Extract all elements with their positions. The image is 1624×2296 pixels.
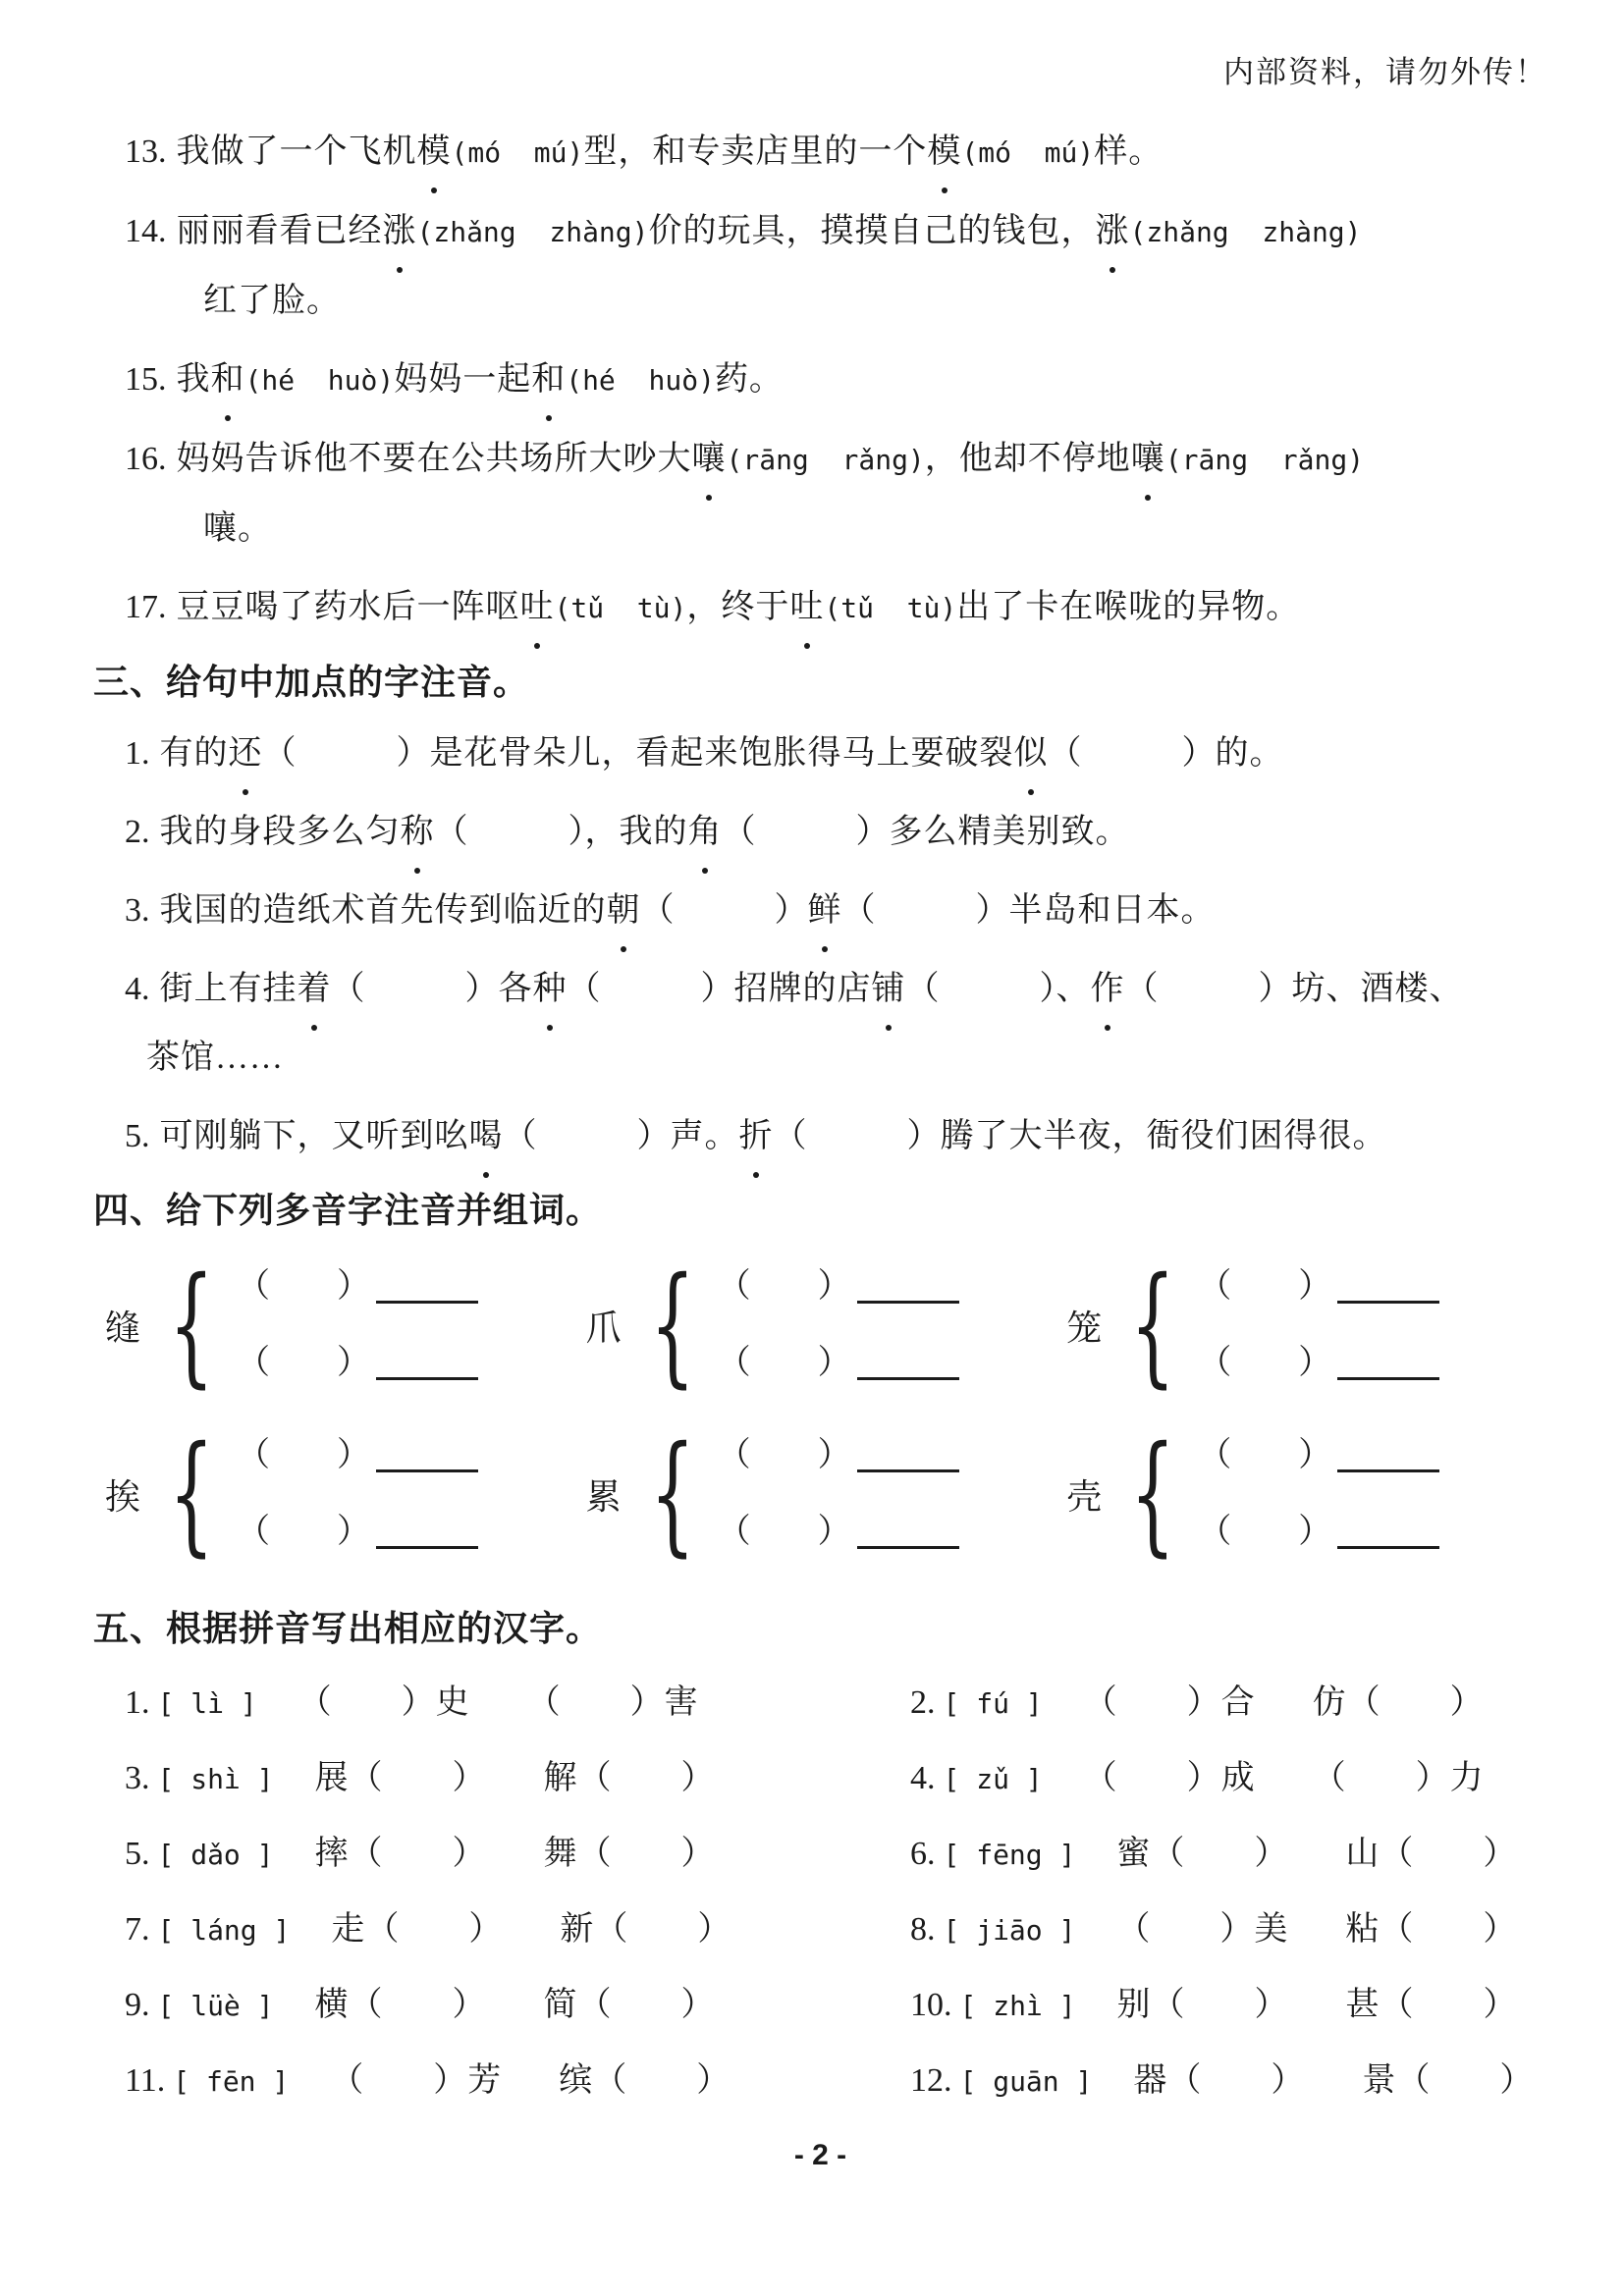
text-run: 型，和专卖店里的一个 [583, 133, 928, 170]
dotted-character: 涨 [1096, 197, 1130, 266]
item-number: 10. [910, 1987, 952, 2023]
text-run: 出了卡在喉咙的异物。 [956, 589, 1301, 625]
answer-blank: （ ） [717, 1268, 851, 1305]
text-line [125, 1102, 1547, 1171]
answer-line [1337, 1546, 1439, 1549]
dotted-character: 朝 [607, 877, 641, 945]
numbered-item [125, 573, 1547, 643]
section5-title: 五、根据拼音写出相应的汉字。 [93, 1609, 603, 1648]
polyphone-group [586, 1252, 1067, 1399]
text-run: ，我的 [584, 814, 688, 850]
numbered-item [125, 877, 1547, 945]
answer-line [376, 1377, 478, 1380]
text-run: 丽丽看看已经 [176, 213, 383, 249]
text-run: 是花骨朵儿，看起来饱胀得马上要破裂 [429, 735, 1014, 772]
item-number: 7. [125, 1911, 150, 1948]
pinyin-annotation: (tǔ tù) [824, 592, 957, 624]
pinyin-annotation: (rāng rǎng) [1164, 444, 1365, 476]
pinyin-annotation: (rāng rǎng) [726, 444, 925, 476]
word-blank: 缤（ ） [559, 2062, 731, 2099]
pinyin-bracket: [ jiāo ] [943, 1914, 1076, 1947]
pinyin-annotation: (mó mú) [961, 136, 1095, 169]
word-blank: （ ）害 [526, 1684, 699, 1721]
word-blank: 简（ ） [543, 1987, 716, 2023]
pinyin-bracket: [ fēn ] [173, 2065, 290, 2098]
pinyin-word-item [125, 1893, 910, 1968]
answer-blank: （ ） [503, 1118, 671, 1154]
dotted-character: 还 [229, 720, 263, 788]
pinyin-word-item [910, 1817, 1591, 1893]
item-number: 14. [125, 213, 167, 249]
pinyin-bracket: [ shì ] [157, 1763, 274, 1795]
dotted-character: 和 [531, 346, 566, 414]
section-write-characters-grid [125, 1666, 1547, 2119]
word-blank: （ ）美 [1116, 1911, 1289, 1948]
answer-rows [237, 1265, 478, 1385]
answer-line [376, 1469, 478, 1472]
text-run: 的。 [1215, 735, 1284, 772]
item-number: 12. [910, 2062, 952, 2099]
answer-line [857, 1546, 959, 1549]
answer-rows [1198, 1265, 1439, 1385]
pinyin-annotation: (zhǎng zhàng) [416, 216, 649, 248]
polyphone-group [586, 1420, 1067, 1568]
text-run: 我国的造纸术首先传到临近的 [159, 892, 607, 929]
answer-row [718, 1511, 959, 1554]
item-number: 2. [125, 814, 150, 850]
answer-row [1198, 1434, 1439, 1477]
text-run: 茶馆…… [146, 1040, 284, 1076]
dotted-character: 种 [533, 955, 568, 1024]
numbered-item [125, 197, 1547, 336]
item-number: 4. [125, 971, 150, 1007]
numbered-item [125, 118, 1547, 187]
text-run: 腾了大半夜，衙役们困得很。 [940, 1118, 1387, 1154]
pinyin-word-item [910, 1741, 1591, 1817]
dotted-character: 模 [417, 118, 452, 187]
text-line [125, 573, 1547, 643]
brace-glyph: { [168, 1418, 215, 1570]
polyphone-character: 笼 [1066, 1308, 1103, 1348]
pinyin-bracket: [ fú ] [943, 1687, 1043, 1720]
word-blank: 景（ ） [1362, 2062, 1535, 2099]
answer-row [1198, 1265, 1439, 1308]
text-run: 、 [1056, 971, 1091, 1007]
pinyin-bracket: [ zhì ] [959, 1990, 1076, 2022]
word-blank: 仿（ ） [1312, 1684, 1485, 1721]
text-run: 坊、酒楼、 [1291, 971, 1464, 1007]
answer-row [1198, 1511, 1439, 1554]
text-run: 豆豆喝了药水后一阵呕 [176, 589, 520, 625]
text-run: 有的 [159, 735, 229, 772]
text-line [203, 495, 1547, 563]
answer-row [237, 1434, 478, 1477]
pinyin-word-item [910, 1968, 1591, 2044]
answer-blank: （ ） [567, 971, 734, 1007]
text-run: 街上有挂 [159, 971, 298, 1007]
answer-row [237, 1511, 478, 1554]
word-blank: 甚（ ） [1345, 1987, 1518, 2023]
answer-row [1198, 1342, 1439, 1385]
text-line [125, 118, 1547, 187]
text-line [125, 720, 1547, 788]
text-run: 可刚躺下，又听到吆 [159, 1118, 469, 1154]
answer-blank: （ ） [1048, 735, 1216, 772]
text-run: 我做了一个飞机 [176, 133, 417, 170]
brace-glyph: { [1130, 1418, 1176, 1570]
item-number: 16. [125, 441, 167, 477]
answer-blank: （ ） [841, 892, 1009, 929]
pinyin-annotation: (hé huò) [244, 364, 395, 397]
word-blank: 走（ ） [331, 1911, 504, 1948]
pinyin-word-item [125, 1666, 910, 1741]
section4-title: 四、给下列多音字注音并组词。 [93, 1191, 603, 1230]
dotted-character: 嚷 [692, 425, 727, 494]
dotted-character: 涨 [383, 197, 417, 266]
polyphone-character: 累 [585, 1476, 622, 1517]
text-run: ，他却不停地 [924, 441, 1131, 477]
text-run: 招牌的店 [733, 971, 872, 1007]
word-blank: 蜜（ ） [1116, 1836, 1289, 1872]
polyphone-character: 挨 [105, 1476, 141, 1517]
text-line [125, 346, 1547, 415]
item-number: 3. [125, 1760, 150, 1796]
item-number: 2. [910, 1684, 936, 1721]
item-number: 17. [125, 589, 167, 625]
answer-blank: （ ） [717, 1437, 851, 1473]
answer-rows [718, 1434, 959, 1554]
answer-blank: （ ） [1198, 1268, 1332, 1305]
text-line [125, 798, 1547, 867]
polyphone-group [1066, 1420, 1547, 1568]
answer-blank: （ ） [640, 892, 808, 929]
numbered-item [125, 955, 1547, 1093]
answer-rows [1198, 1434, 1439, 1554]
text-run: 药。 [714, 361, 784, 398]
numbered-item [125, 720, 1547, 788]
text-line [203, 267, 1547, 336]
text-run: 各 [498, 971, 533, 1007]
answer-line [857, 1469, 959, 1472]
word-blank: （ ）芳 [330, 2062, 503, 2099]
polyphone-character: 壳 [1066, 1476, 1103, 1517]
dotted-character: 模 [927, 118, 961, 187]
numbered-item [125, 425, 1547, 563]
dotted-character: 鲜 [808, 877, 842, 945]
answer-blank: （ ） [722, 814, 890, 850]
pinyin-word-item [125, 1968, 910, 2044]
word-blank: （ ）成 [1083, 1760, 1256, 1796]
answer-line [1337, 1377, 1439, 1380]
answer-blank: （ ） [717, 1514, 851, 1550]
pinyin-word-item [910, 1893, 1591, 1968]
polyphone-character: 缝 [105, 1308, 141, 1348]
word-blank: 横（ ） [314, 1987, 487, 2023]
text-line [125, 197, 1547, 267]
text-line [125, 877, 1547, 945]
answer-blank: （ ） [1198, 1345, 1332, 1381]
text-run: ，终于 [686, 589, 790, 625]
answer-blank: （ ） [1198, 1514, 1332, 1550]
item-number: 5. [125, 1118, 150, 1154]
answer-row [718, 1265, 959, 1308]
dotted-character: 作 [1091, 955, 1125, 1024]
item-number: 6. [910, 1836, 936, 1872]
text-run: 我的身段多么匀 [159, 814, 401, 850]
answer-row [718, 1434, 959, 1477]
pinyin-word-item [125, 1817, 910, 1893]
text-run: 多么精美别致。 [889, 814, 1130, 850]
answer-blank: （ ） [773, 1118, 941, 1154]
item-number: 1. [125, 735, 150, 772]
pinyin-word-item [125, 2044, 910, 2119]
word-blank: 器（ ） [1133, 2062, 1306, 2099]
numbered-item [125, 1102, 1547, 1171]
text-run: 价的玩具，摸摸自己的钱包， [648, 213, 1096, 249]
answer-line [857, 1301, 959, 1304]
dotted-character: 似 [1014, 720, 1049, 788]
text-run: 嚷。 [203, 510, 272, 547]
section3-title: 三、给句中加点的字注音。 [93, 663, 530, 702]
dotted-character: 吐 [520, 573, 555, 642]
answer-blank: （ ） [237, 1345, 370, 1381]
text-run: 妈妈告诉他不要在公共场所大吵大 [176, 441, 692, 477]
pinyin-bracket: [ láng ] [157, 1914, 291, 1947]
numbered-item [125, 346, 1547, 415]
item-number: 11. [125, 2062, 166, 2099]
answer-rows [718, 1265, 959, 1385]
text-line [125, 955, 1547, 1024]
pinyin-annotation: (tǔ tù) [554, 592, 687, 624]
confidential-note: 内部资料，请勿外传！ [1223, 55, 1547, 89]
dotted-character: 着 [298, 955, 332, 1024]
pinyin-bracket: [ fēng ] [943, 1839, 1076, 1871]
answer-blank: （ ） [905, 971, 1056, 1007]
word-blank: 别（ ） [1116, 1987, 1289, 2023]
pinyin-bracket: [ guān ] [959, 2065, 1093, 2098]
answer-row [718, 1342, 959, 1385]
pinyin-bracket: [ lì ] [157, 1687, 257, 1720]
word-blank: 摔（ ） [314, 1836, 487, 1872]
answer-blank: （ ） [1198, 1437, 1332, 1473]
item-number: 9. [125, 1987, 150, 2023]
answer-row [237, 1265, 478, 1308]
dotted-character: 喝 [469, 1102, 504, 1171]
answer-row [237, 1342, 478, 1385]
dotted-character: 和 [211, 346, 245, 414]
pinyin-annotation: (hé huò) [566, 364, 715, 397]
answer-blank: （ ） [237, 1514, 370, 1550]
text-run: 半岛和日本。 [1008, 892, 1216, 929]
section-annotate-dotted-chars [93, 720, 1547, 1171]
pinyin-word-item [125, 1741, 910, 1817]
section-polyphone-groups [105, 1252, 1547, 1589]
dotted-character: 折 [739, 1102, 774, 1171]
answer-blank: （ ） [717, 1345, 851, 1381]
pinyin-bracket: [ zǔ ] [943, 1763, 1043, 1795]
word-blank: （ ）史 [298, 1684, 470, 1721]
dotted-character: 嚷 [1131, 425, 1165, 494]
item-number: 4. [910, 1760, 936, 1796]
answer-line [1337, 1301, 1439, 1304]
word-blank: 解（ ） [543, 1760, 716, 1796]
answer-blank: （ ） [331, 971, 499, 1007]
dotted-character: 角 [688, 798, 723, 867]
item-number: 13. [125, 133, 167, 170]
polyphone-group [105, 1252, 586, 1399]
item-number: 1. [125, 1684, 150, 1721]
dotted-character: 称 [401, 798, 435, 867]
item-number: 8. [910, 1911, 936, 1948]
brace-glyph: { [1130, 1250, 1176, 1401]
numbered-item [125, 798, 1547, 867]
dotted-character: 吐 [789, 573, 824, 642]
text-run: 红了脸。 [203, 283, 341, 319]
text-run: 样。 [1094, 133, 1164, 170]
answer-rows [237, 1434, 478, 1554]
answer-blank: （ ） [237, 1268, 370, 1305]
item-number: 15. [125, 361, 167, 398]
answer-line [376, 1301, 478, 1304]
text-run: 声。 [670, 1118, 739, 1154]
word-blank: 粘（ ） [1345, 1911, 1518, 1948]
pinyin-annotation: (zhǎng zhàng) [1129, 216, 1362, 248]
pinyin-annotation: (mó mú) [451, 136, 584, 169]
word-blank: 新（ ） [560, 1911, 732, 1948]
text-line [125, 425, 1547, 495]
pinyin-bracket: [ dǎo ] [157, 1839, 274, 1871]
answer-line [857, 1377, 959, 1380]
word-blank: 舞（ ） [543, 1836, 716, 1872]
brace-glyph: { [649, 1250, 695, 1401]
answer-line [376, 1546, 478, 1549]
dotted-character: 铺 [872, 955, 906, 1024]
item-number: 5. [125, 1836, 150, 1872]
text-run: 妈妈一起 [394, 361, 532, 398]
word-blank: 山（ ） [1345, 1836, 1518, 1872]
pinyin-word-item [910, 2044, 1591, 2119]
answer-blank: （ ） [1124, 971, 1292, 1007]
word-blank: （ ）合 [1083, 1684, 1256, 1721]
answer-blank: （ ） [237, 1437, 370, 1473]
page-number: - 2 - [793, 2139, 847, 2171]
answer-blank: （ ） [434, 814, 585, 850]
text-run: 我 [176, 361, 211, 398]
item-number: 3. [125, 892, 150, 929]
polyphone-character: 爪 [585, 1308, 622, 1348]
answer-blank: （ ） [262, 735, 430, 772]
word-blank: 展（ ） [314, 1760, 487, 1796]
polyphone-group [1066, 1252, 1547, 1399]
section-pinyin-choice-sentences [93, 118, 1547, 643]
pinyin-word-item [910, 1666, 1591, 1741]
pinyin-bracket: [ lüè ] [157, 1990, 274, 2022]
word-blank: （ ）力 [1312, 1760, 1485, 1796]
brace-glyph: { [168, 1250, 215, 1401]
answer-line [1337, 1469, 1439, 1472]
text-line [146, 1024, 1547, 1093]
brace-glyph: { [649, 1418, 695, 1570]
polyphone-group [105, 1420, 586, 1568]
